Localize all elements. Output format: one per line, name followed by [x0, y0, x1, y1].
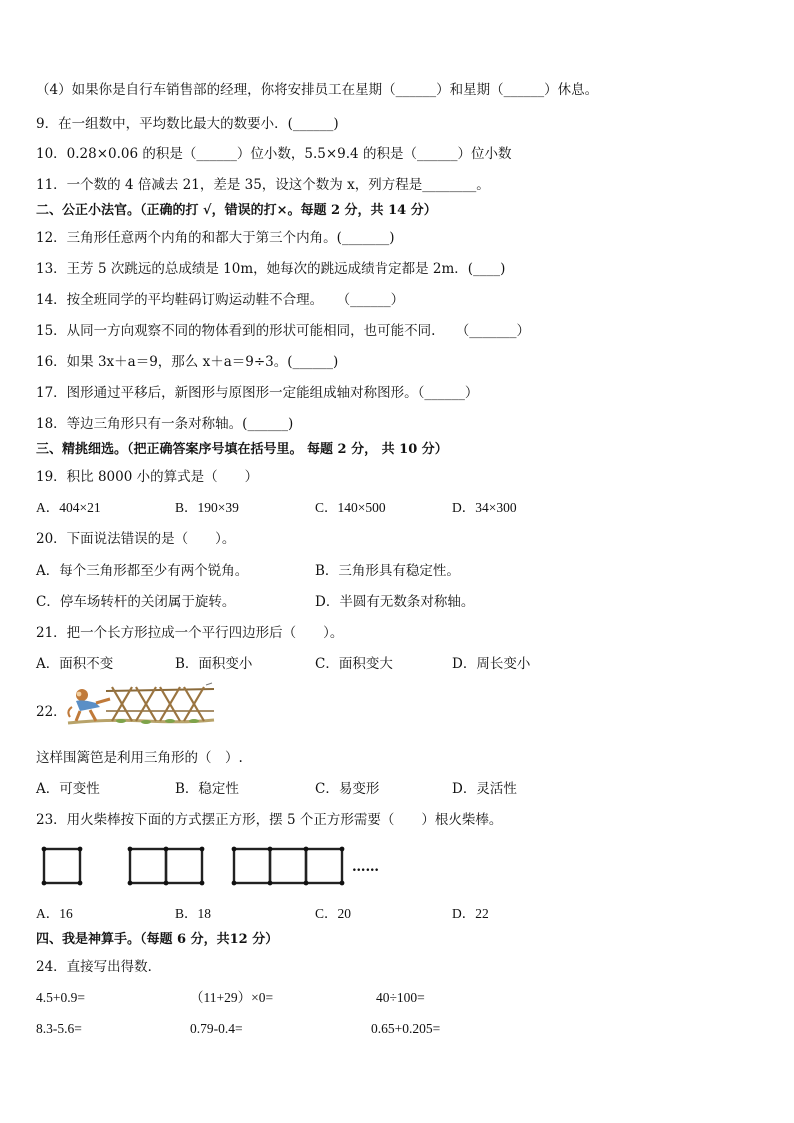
q22-option-b: B．稳定性 [175, 781, 239, 797]
q19-option-d: D．34×300 [452, 500, 517, 515]
matchstick-squares-diagram [38, 843, 388, 889]
question-20: 20．下面说法错误的是（ ）。 [36, 531, 236, 547]
question-10: 10．0.28×0.06 的积是（______）位小数，5.5×9.4 的积是（______）位小数 [36, 146, 512, 162]
question-12: 12．三角形任意两个内角的和都大于第三个内角。(_______) [36, 230, 395, 246]
q21-option-c: C．面积变大 [315, 656, 393, 672]
question-22-number: 22． [36, 704, 67, 720]
q22-option-c: C．易变形 [315, 781, 380, 797]
matchstick-ellipsis: …… [352, 859, 379, 875]
question-9: 9．在一组数中，平均数比最大的数要小．(______) [36, 116, 339, 132]
calc-2-1: 8.3-5.6= [36, 1021, 82, 1036]
q19-option-a: A．404×21 [36, 500, 101, 515]
section-4-heading: 四、我是神算手。（每题 6 分，共12 分） [36, 932, 279, 947]
section-2-heading: 二、公正小法官。（正确的打 √，错误的打×。每题 2 分，共 14 分） [36, 203, 437, 218]
question-21: 21．把一个长方形拉成一个平行四边形后（ ）。 [36, 625, 344, 641]
q23-option-c: C．20 [315, 906, 352, 921]
q21-option-b: B．面积变小 [175, 656, 253, 672]
calc-2-2: 0.79-0.4= [190, 1021, 243, 1036]
q19-option-b: B．190×39 [175, 500, 239, 515]
question-18: 18．等边三角形只有一条对称轴。(______) [36, 416, 294, 432]
question-22: 这样围篱笆是利用三角形的（ ）. [36, 750, 243, 766]
question-24: 24．直接写出得数． [36, 959, 162, 975]
question-14: 14．按全班同学的平均鞋码订购运动鞋不合理。 （______） [36, 292, 405, 308]
q21-option-d: D．周长变小 [452, 656, 531, 672]
question-8-4: （4）如果你是自行车销售部的经理，你将安排员工在星期（______）和星期（______）休息。 [36, 82, 599, 98]
calc-2-3: 0.65+0.205= [371, 1021, 441, 1036]
q23-option-b: B．18 [175, 906, 212, 921]
q19-option-c: C．140×500 [315, 500, 386, 515]
q21-option-a: A．面积不变 [36, 656, 114, 672]
calc-1-3: 40÷100= [376, 990, 425, 1005]
q20-option-d: D．半圆有无数条对称轴。 [315, 594, 475, 610]
question-23: 23．用火柴棒按下面的方式摆正方形，摆 5 个正方形需要（ ）根火柴棒。 [36, 812, 503, 828]
question-11: 11．一个数的 4 倍减去 21，差是 35，设这个数为 x，列方程是________。 [36, 177, 490, 193]
q20-option-b: B．三角形具有稳定性。 [315, 563, 460, 579]
q20-option-a: A．每个三角形都至少有两个锐角。 [36, 563, 249, 579]
q23-option-a: A．16 [36, 906, 73, 921]
fence-illustration [66, 681, 216, 727]
question-13: 13．王芳 5 次跳远的总成绩是 10m，她每次的跳远成绩肯定都是 2m．(____) [36, 261, 506, 277]
calc-1-2: （11+29）×0= [190, 990, 274, 1005]
q22-option-d: D．灵活性 [452, 781, 517, 797]
question-19: 19．积比 8000 小的算式是（ ） [36, 469, 259, 485]
q23-option-d: D．22 [452, 906, 489, 921]
q20-option-c: C．停车场转杆的关闭属于旋转。 [36, 594, 236, 610]
question-16: 16．如果 3x＋a＝9，那么 x＋a＝9÷3。(______) [36, 354, 339, 370]
calc-1-1: 4.5+0.9= [36, 990, 85, 1005]
question-15: 15．从同一方向观察不同的物体看到的形状可能相同，也可能不同. （_______） [36, 323, 530, 339]
q22-option-a: A．可变性 [36, 781, 100, 797]
section-3-heading: 三、精挑细选。（把正确答案序号填在括号里。 每题 2 分， 共 10 分） [36, 442, 448, 457]
question-17: 17．图形通过平移后，新图形与原图形一定能组成轴对称图形。（______） [36, 385, 479, 401]
